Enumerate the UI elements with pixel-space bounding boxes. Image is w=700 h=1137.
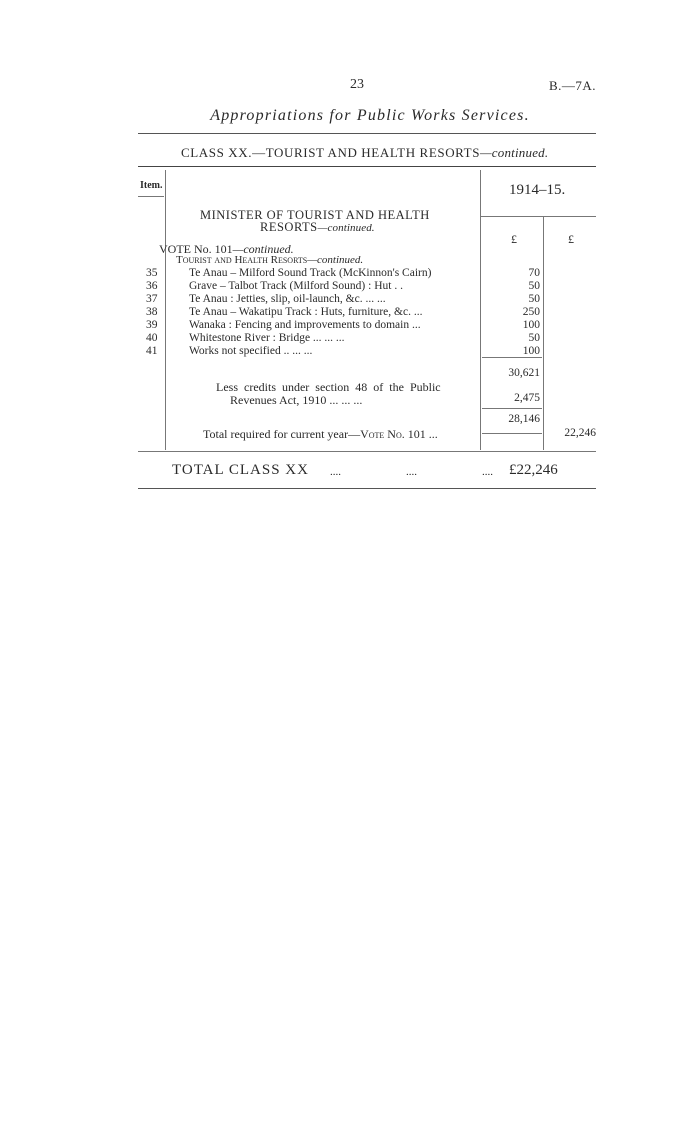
page-heading: Appropriations for Public Works Services. [210, 107, 530, 124]
net-rule [482, 433, 542, 434]
item-amount: 250 [522, 306, 540, 318]
class-title [181, 145, 548, 161]
item-amount: 50 [528, 293, 540, 305]
amount-column-divider [480, 170, 481, 450]
subheading [176, 254, 363, 266]
subheading-suffix: —continued. [307, 254, 364, 266]
vote-suffix: —continued. [232, 242, 294, 256]
items-subtotal: 30,621 [508, 367, 540, 379]
item-number: 41 [146, 345, 158, 357]
credits-amount: 2,475 [514, 392, 540, 404]
item-amount: 100 [522, 345, 540, 357]
document-reference: B.—7A. [549, 78, 597, 93]
item-number: 36 [146, 280, 158, 292]
vote-label: VOTE No. 101 [159, 242, 233, 256]
grand-total-leader-dots: .... [406, 466, 417, 478]
class-title-main: CLASS XX.—TOURIST AND HEALTH RESORTS [181, 145, 481, 160]
item-number: 37 [146, 293, 158, 305]
total-column-divider [543, 216, 544, 450]
item-amount: 70 [528, 267, 540, 279]
grand-total-leader-dots: .... [330, 466, 341, 478]
item-amount: 100 [522, 319, 540, 331]
item-number: 38 [146, 306, 158, 318]
grand-total-label: TOTAL CLASS XX [172, 462, 309, 478]
grand-total-leader-dots: .... [482, 466, 493, 478]
subheading-label: Tourist and Health Resorts [176, 254, 308, 266]
total-required-text: Total required for current year— [203, 427, 361, 441]
item-number: 35 [146, 267, 158, 279]
ministry-heading-resorts: RESORTS [260, 220, 318, 234]
currency-symbol-col1: £ [511, 232, 517, 246]
ministry-heading-line1: MINISTER OF TOURIST AND HEALTH [200, 208, 430, 222]
less-credits-line2: Revenues Act, 1910 ... ... ... [230, 393, 363, 407]
item-description: Te Anau – Wakatipu Track : Huts, furniture, &c. ... [189, 306, 423, 318]
grand-total-amount: £22,246 [509, 462, 558, 478]
ministry-heading-suffix: —continued. [317, 222, 375, 234]
item-description: Works not specified .. ... ... [189, 345, 313, 357]
year-header-underline [480, 216, 596, 217]
item-description: Te Anau – Milford Sound Track (McKinnon's Cairn) [189, 267, 432, 279]
net-amount: 28,146 [508, 413, 540, 425]
class-title-suffix: —continued. [480, 145, 549, 160]
bottom-rule [138, 488, 596, 489]
item-amount: 50 [528, 280, 540, 292]
item-number: 39 [146, 319, 158, 331]
total-required-vote: Vote No. 101 ... [360, 427, 438, 441]
ministry-heading-line2 [260, 220, 375, 235]
item-number: 40 [146, 332, 158, 344]
item-description: Grave – Talbot Track (Milford Sound) : Hut . . [189, 280, 403, 292]
item-column-header: Item. [140, 180, 163, 191]
item-description: Wanaka : Fencing and improvements to domain ... [189, 319, 421, 331]
item-header-underline [138, 196, 164, 197]
total-required-label [203, 427, 438, 442]
top-rule [138, 133, 596, 134]
credits-rule [482, 408, 542, 409]
item-description: Te Anau : Jetties, slip, oil-launch, &c. ... ... [189, 293, 386, 305]
currency-symbol-col2: £ [568, 232, 574, 246]
total-required-amount: 22,246 [564, 427, 596, 439]
class-title-rule [138, 166, 596, 167]
table-bottom-rule [138, 451, 596, 452]
item-description: Whitestone River : Bridge ... ... ... [189, 332, 345, 344]
item-amount: 50 [528, 332, 540, 344]
less-credits-line1: Less credits under section 48 of the Public [216, 380, 441, 394]
page-number: 23 [350, 77, 364, 92]
year-header: 1914–15. [509, 182, 566, 198]
